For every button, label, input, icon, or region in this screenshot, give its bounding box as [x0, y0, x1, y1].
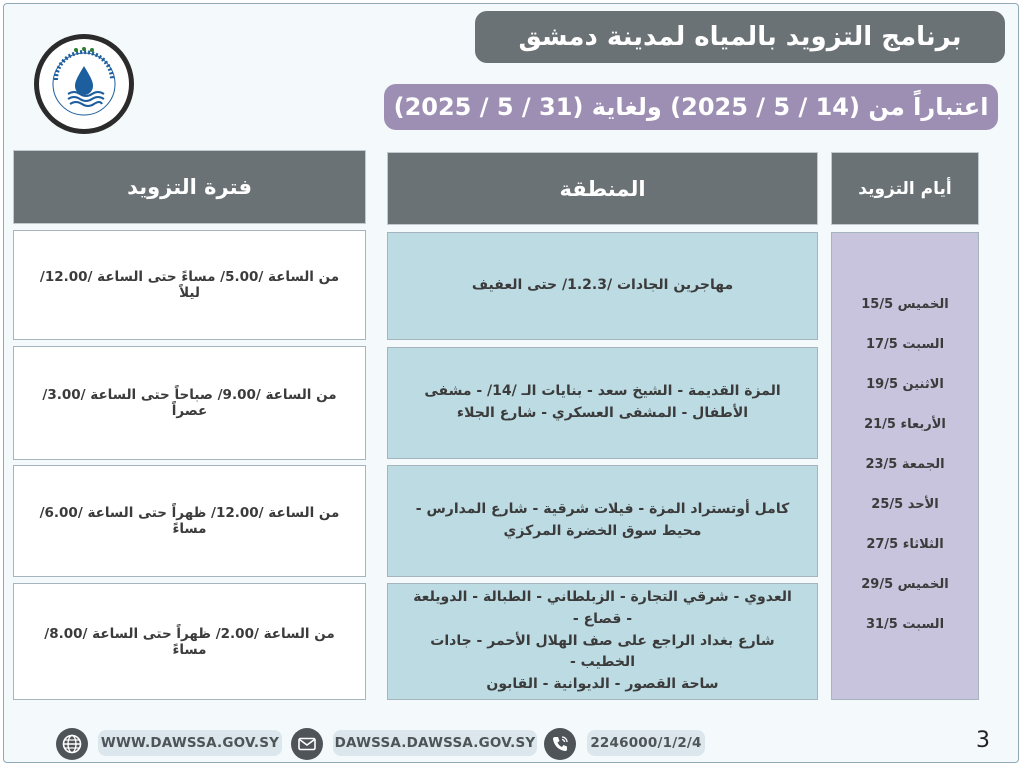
supply-day: الخميس 29/5: [861, 577, 949, 592]
area-cell: [387, 347, 818, 459]
supply-day: الثلاثاء 27/5: [866, 537, 944, 552]
supply-day: الاثنين 19/5: [866, 377, 944, 392]
area-line: الأطفال - المشفى العسكري - شارع الجلاء: [456, 405, 749, 421]
phone-icon: [544, 728, 576, 760]
supply-day: السبت 17/5: [865, 337, 945, 352]
supply-days-column: [831, 232, 979, 700]
supply-day: الأحد 25/5: [871, 497, 939, 512]
area-line: مهاجرين الجادات /1.2.3/ حتى العفيف: [471, 277, 734, 294]
mail-icon: [291, 728, 323, 760]
website-link[interactable]: WWW.DAWSSA.GOV.SY: [98, 730, 282, 756]
column-header-area: المنطقة: [387, 152, 818, 225]
column-header-period: فترة التزويد: [13, 150, 366, 224]
period-cell: من الساعة /9.00/ صباحاً حتى الساعة /3.00/ عصراً: [13, 346, 366, 460]
date-range-subtitle: اعتباراً من (14 / 5 / 2025) ولغاية (31 / 5 / 2025): [384, 84, 998, 130]
supply-day: الخميس 15/5: [861, 297, 949, 312]
phone-number[interactable]: 2246000/1/2/4: [587, 730, 705, 756]
globe-icon: [56, 728, 88, 760]
area-line: شارع بغداد الراجع على صف الهلال الأحمر - جادات الخطيب -: [430, 632, 775, 671]
area-line: محيط سوق الخضرة المركزي: [503, 523, 702, 539]
period-cell: من الساعة /2.00/ ظهراً حتى الساعة /8.00/ مساءً: [13, 583, 366, 700]
area-line: كامل أوتستراد المزة - فيلات شرقية - شارع المدارس -: [415, 501, 790, 518]
column-header-days: أيام التزويد: [831, 152, 979, 225]
supply-day: الأربعاء 21/5: [864, 417, 946, 432]
supply-day: الجمعة 23/5: [865, 457, 945, 472]
area-line: المزة القديمة - الشيخ سعد - بنايات الـ /14/ - مشفى: [424, 383, 781, 400]
page-title: برنامج التزويد بالمياه لمدينة دمشق: [475, 11, 1005, 63]
organization-logo: [32, 32, 136, 136]
supply-day: السبت 31/5: [865, 617, 945, 632]
area-cell: [387, 583, 818, 700]
page-number: 3: [976, 728, 990, 753]
area-line: العدوي - شرقي التجارة - الزبلطاني - الطبالة - الدويلعة - قصاع -: [413, 589, 792, 627]
area-cell: [387, 232, 818, 340]
area-cell: [387, 465, 818, 577]
email-link[interactable]: DAWSSA.DAWSSA.GOV.SY: [333, 730, 537, 756]
period-cell: من الساعة /5.00/ مساءً حتى الساعة /12.00/ ليلاً: [13, 230, 366, 340]
period-cell: من الساعة /12.00/ ظهراً حتى الساعة /6.00/ مساءً: [13, 465, 366, 577]
area-line: ساحة القصور - الديوانية - القابون: [486, 676, 719, 693]
